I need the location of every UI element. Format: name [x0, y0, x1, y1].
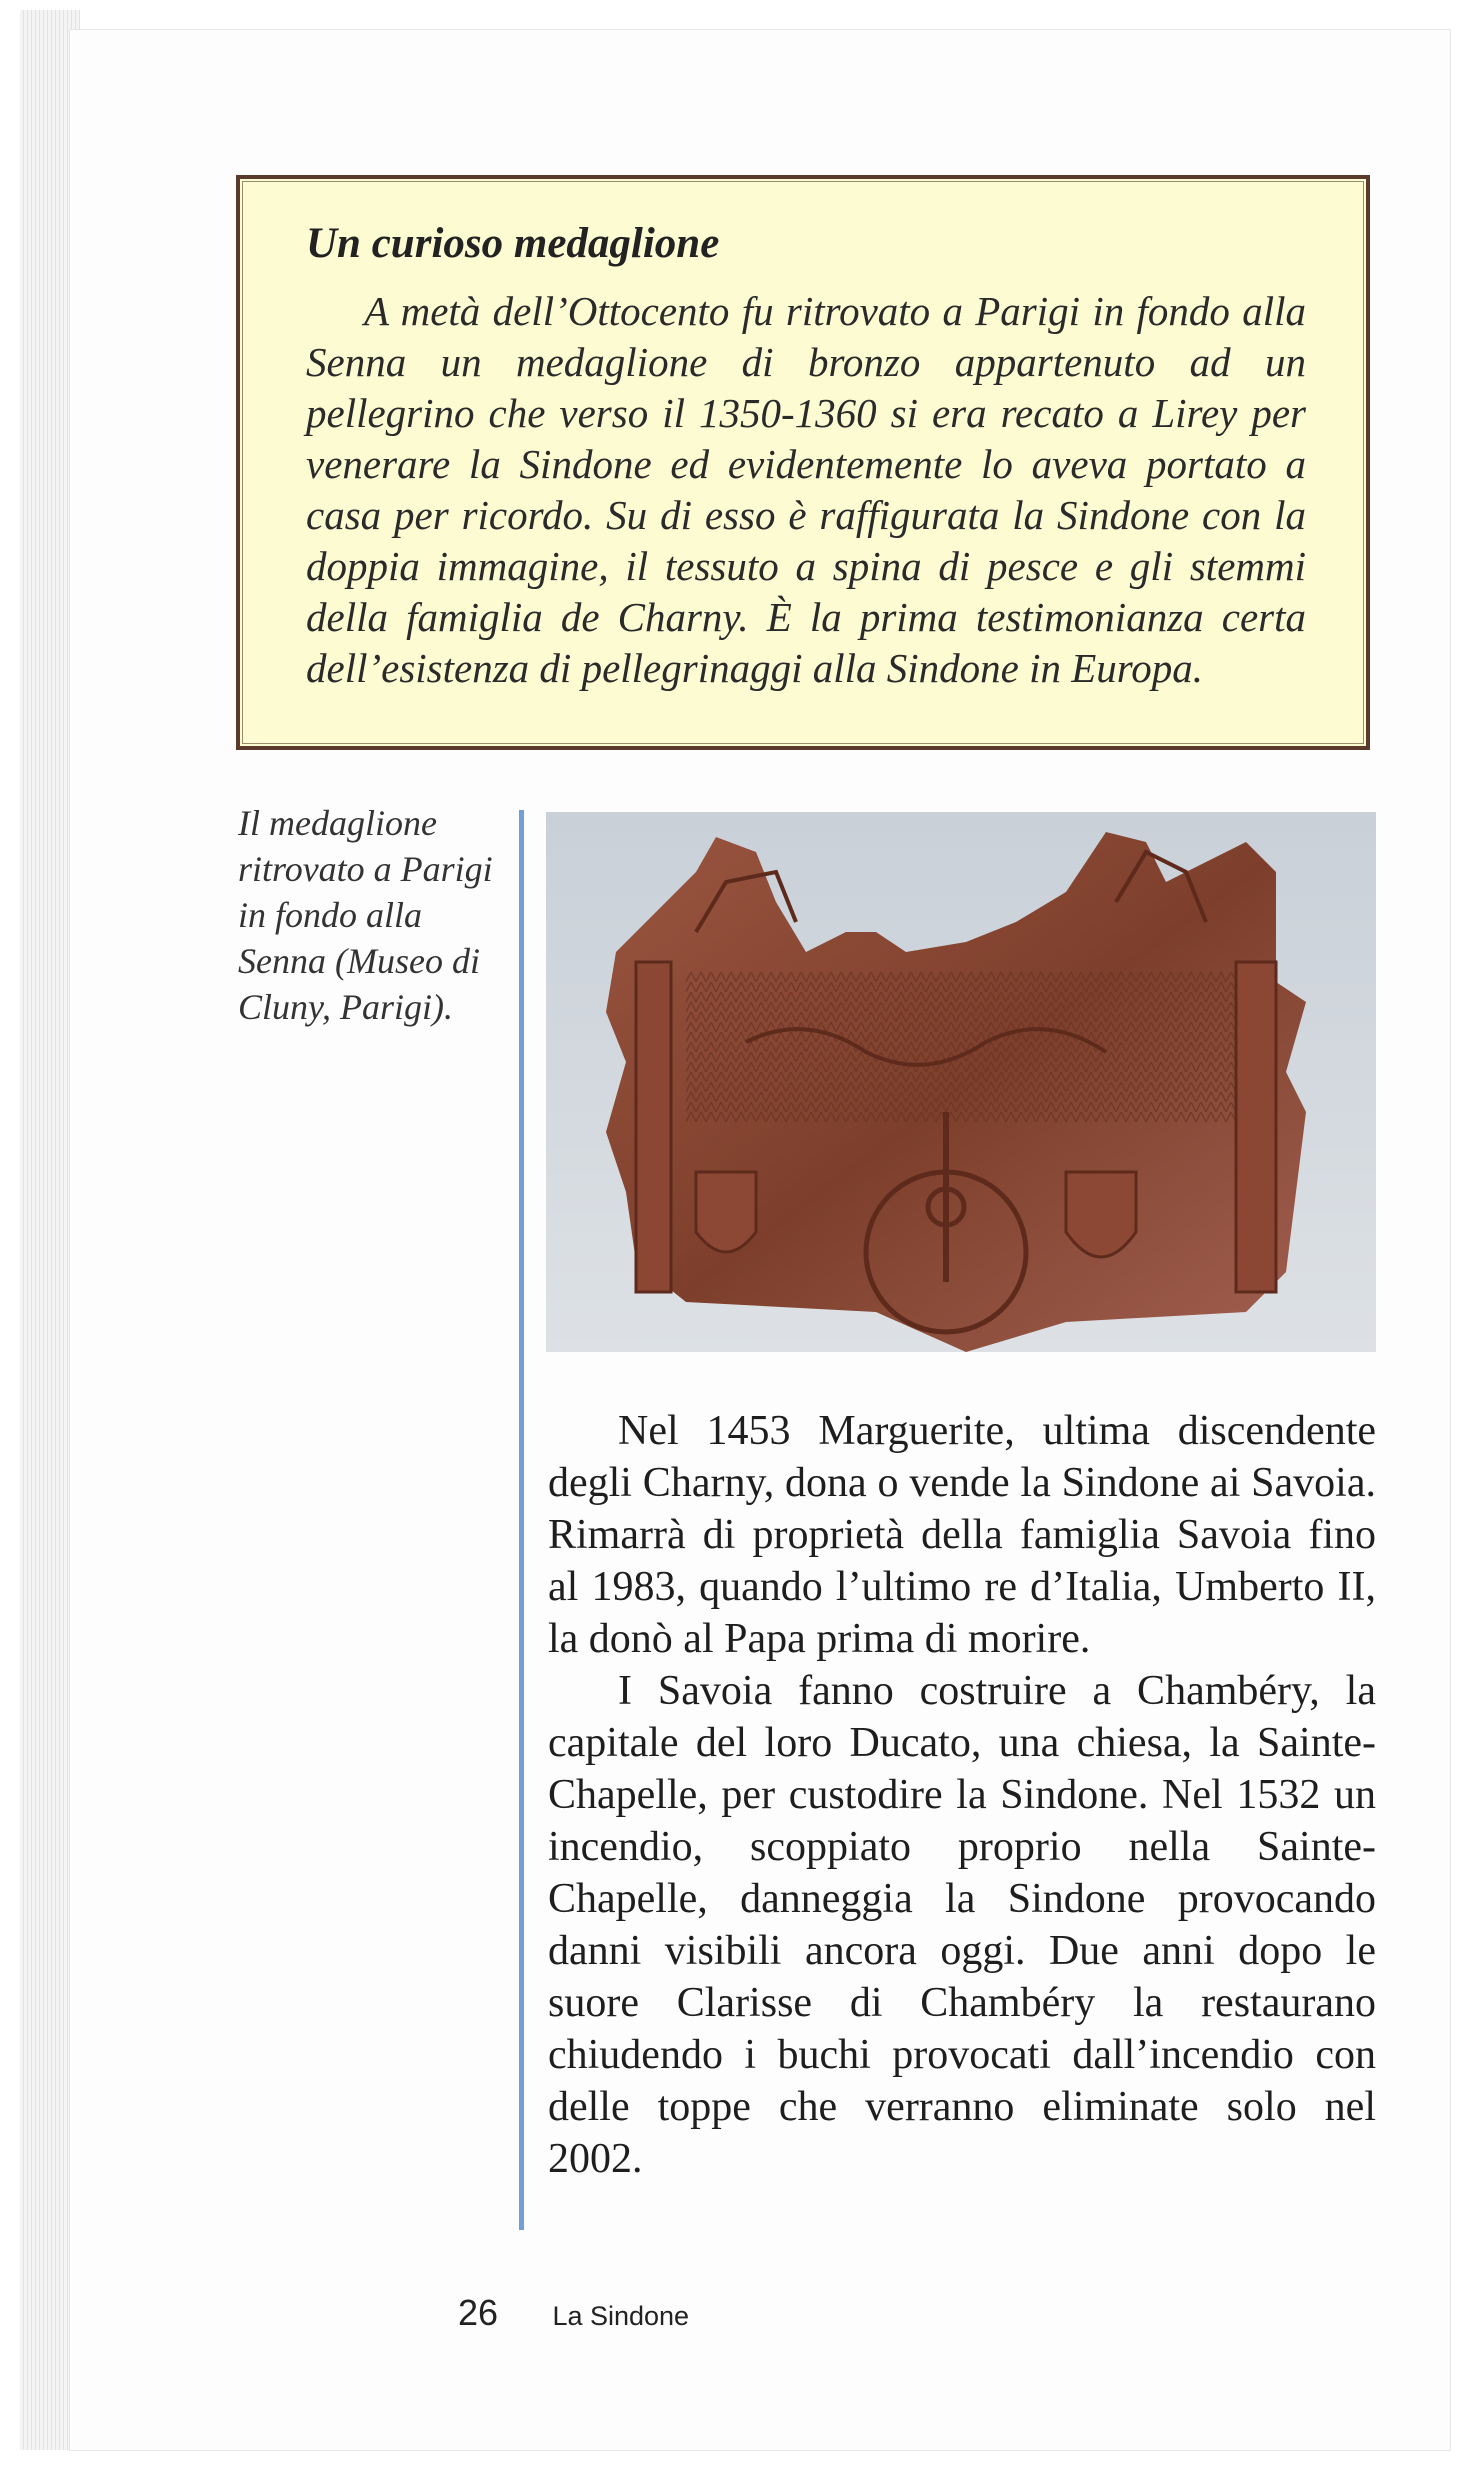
- running-title: La Sindone: [552, 2301, 690, 2331]
- medallion-image: [546, 812, 1376, 1352]
- body-text: [548, 1405, 1376, 2185]
- body-paragraph-1: Nel 1453 Marguerite, ultima discendente degli Charny, dona o vende la Sindone ai Savoia. Rimarrà di proprietà della famiglia Savoia fino al 1983, quando l’ultimo re d’Italia, Umberto II, la donò al Papa prima di morire.: [548, 1408, 1376, 1662]
- photo-caption: Il medaglione ritrovato a Parigi in fondo alla Senna (Museo di Cluny, Parigi).: [238, 803, 493, 1027]
- page-number: 26: [458, 2292, 499, 2333]
- blue-vertical-rule: [519, 810, 524, 2230]
- body-paragraph-2: I Savoia fanno costruire a Chambéry, la capitale del loro Ducato, una chiesa, la Sainte-Chapelle, per custodire la Sindone. Nel 1532 un incendio, scoppiato proprio nella Sainte-Chapelle, danneggia la Sindone provocando danni visibili ancora oggi. Due anni dopo le suore Clarisse di Chambéry la restaurano chiudendo i buchi provocati dall’incendio con delle toppe che verranno eliminate solo nel 2002.: [548, 1668, 1376, 2182]
- page-footer: [458, 2292, 689, 2334]
- sidebar-box: [236, 175, 1370, 750]
- box-title: Un curioso medaglione: [306, 220, 720, 267]
- box-text: A metà dell’Ottocento fu ritrovato a Parigi in fondo alla Senna un medaglione di bronzo appartenuto ad un pellegrino che verso il 1350-1360 si era recato a Lirey per venerare la Sindone ed evidentemente lo aveva portato a casa per ricordo. Su di esso è raffigurata la Sindone con la doppia immagine, il tessuto a spina di pesce e gli stemmi della famiglia de Charny. È la prima testimonianza certa dell’esistenza di pellegrinaggi alla Sindone in Europa.: [306, 288, 1306, 691]
- medallion-photo: [546, 812, 1376, 1352]
